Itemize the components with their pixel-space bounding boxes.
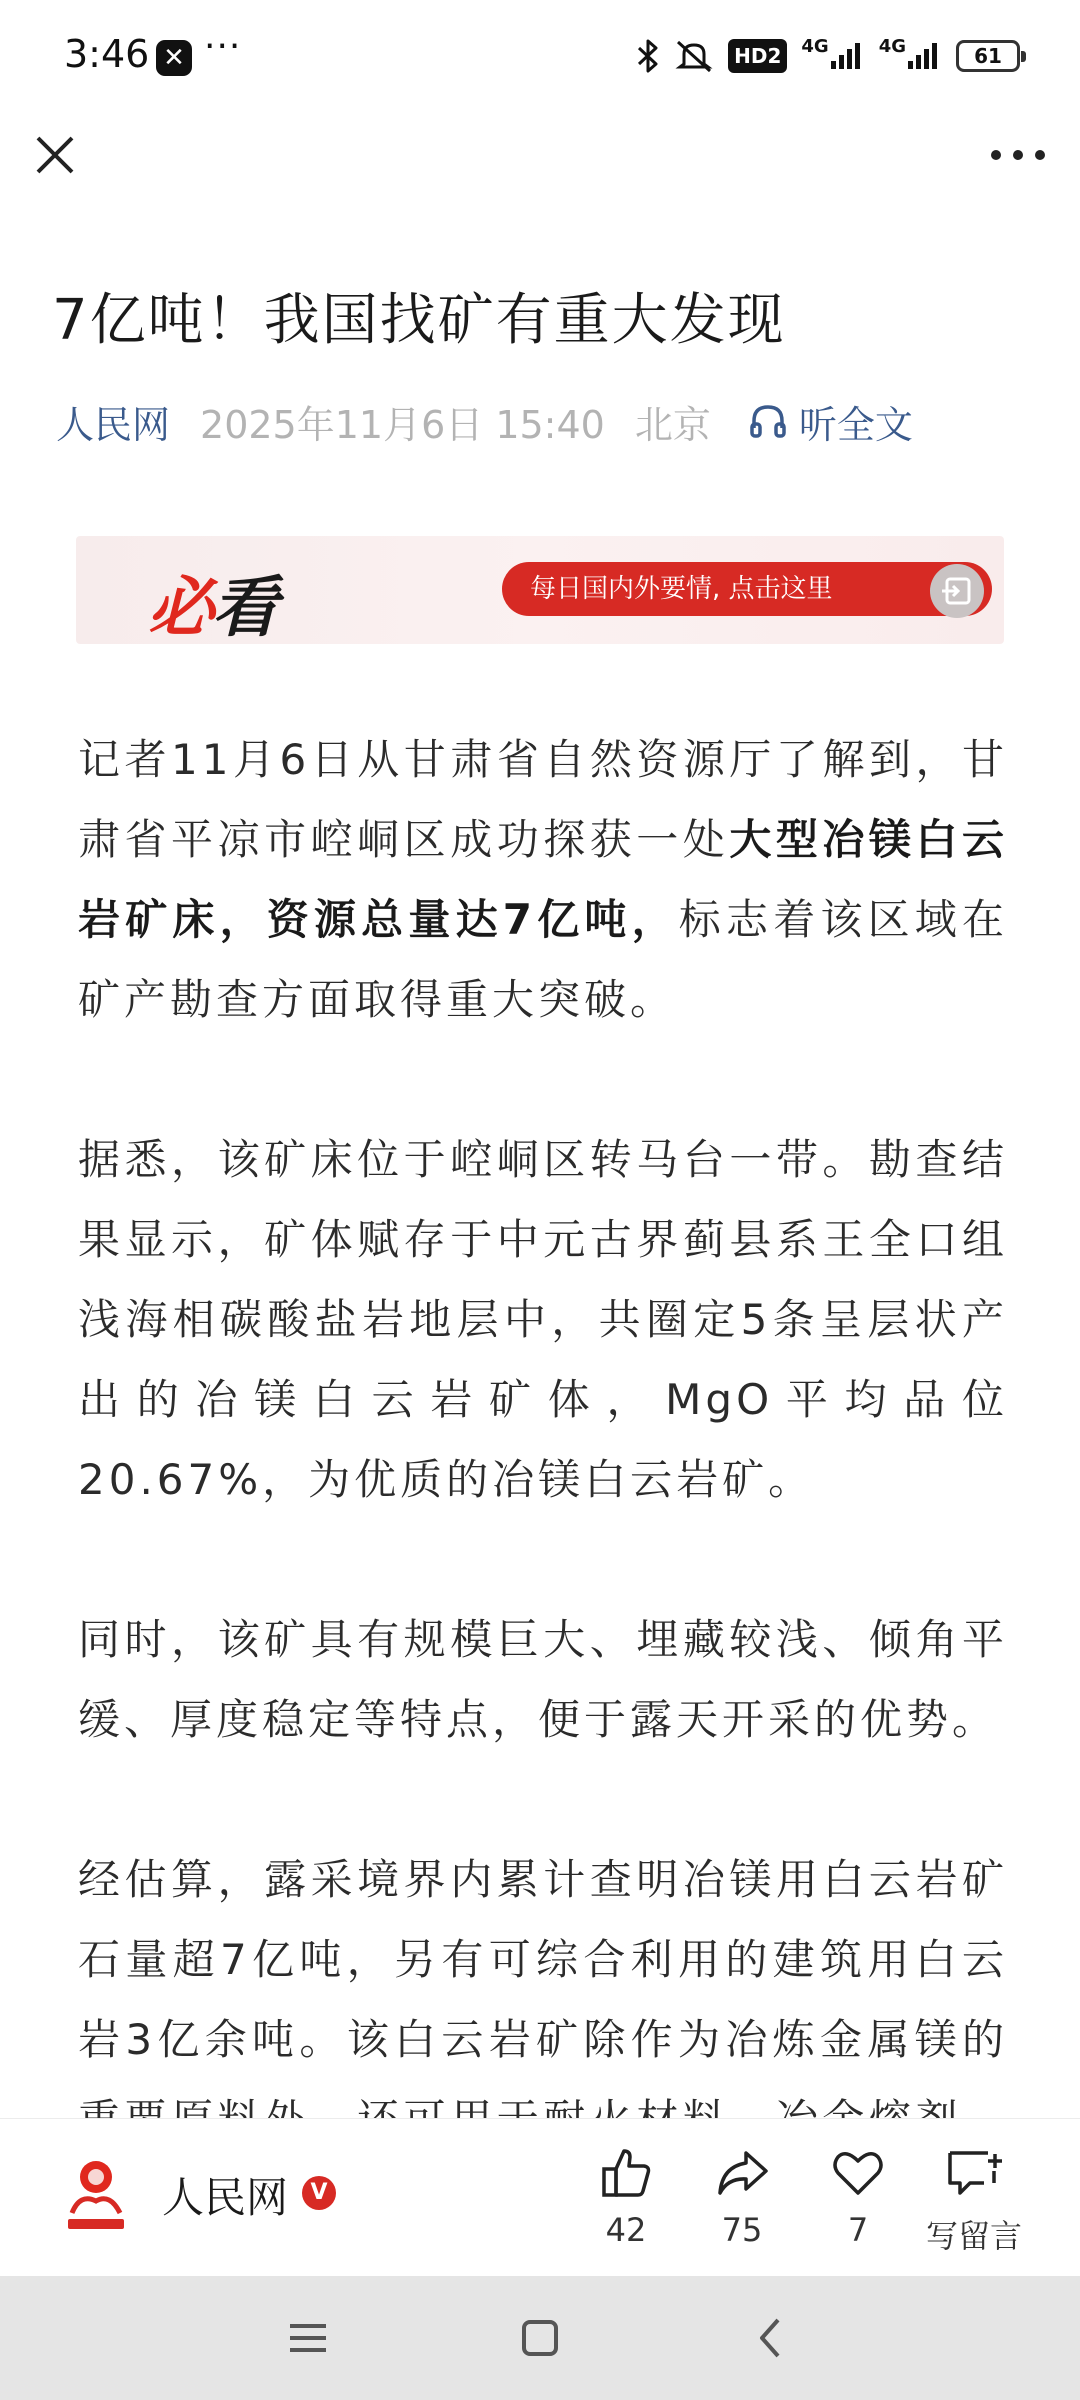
listen-label: 听全文	[798, 402, 913, 447]
x-app-icon: ✕	[156, 40, 192, 76]
write-comment-label: 写留言	[925, 2217, 1022, 2255]
status-icons	[636, 36, 1020, 76]
headphones-icon	[749, 402, 787, 440]
paragraph-4: 经估算，露采境界内累计查明冶镁用白云岩矿石量超7亿吨，另有可综合利用的建筑用白云岩3亿余吨。该白云岩矿除作为冶炼金属镁的	[78, 1855, 1008, 2064]
share-count: 75	[721, 2211, 763, 2249]
like-button[interactable]	[576, 2145, 676, 2249]
exit-icon	[930, 564, 984, 618]
thumbs-up-icon	[598, 2145, 654, 2201]
article-title: 7亿吨！我国找矿有重大发现	[52, 288, 786, 353]
signal-1-icon: 4G	[801, 37, 864, 75]
home-button[interactable]	[512, 2314, 568, 2362]
publisher-name[interactable]: 人民网	[162, 2173, 289, 2222]
top-bar	[0, 110, 1080, 200]
article-body	[78, 720, 1008, 2320]
article-meta	[56, 394, 913, 448]
paragraph-2: 据悉，该矿床位于崆峒区转马台一带。勘查结果显示，矿体赋存于中元古界蓟县系王全口组浅海相碳酸盐岩地层中，共圈定5条呈层状产出的冶镁白云岩矿体，MgO平均品位20.67%，为优质的冶镁白云岩矿。	[78, 1135, 1008, 1504]
banner-cta-label: 每日国内外要情, 点击这里	[530, 574, 833, 604]
status-time: 3:46	[64, 32, 150, 76]
heart-icon	[830, 2145, 886, 2201]
back-chevron-icon	[744, 2314, 800, 2362]
source-link[interactable]: 人民网	[56, 402, 171, 447]
bottom-action-bar	[0, 2118, 1080, 2276]
verified-badge: V	[302, 2176, 336, 2210]
publisher-logo[interactable]	[60, 2157, 132, 2237]
close-icon	[30, 130, 80, 180]
status-bar	[0, 0, 1080, 110]
signal-2-icon: 4G	[879, 37, 942, 75]
listen-button[interactable]	[749, 394, 913, 449]
banner-exit-button[interactable]	[930, 564, 984, 618]
must-read-banner[interactable]	[76, 536, 1004, 644]
comment-add-icon	[944, 2145, 1004, 2201]
like-count: 42	[605, 2211, 647, 2249]
home-square-icon	[512, 2314, 568, 2362]
paragraph-1: 记者11月6日从甘肃省自然资源厅了解到，甘肃省平凉市崆峒区成功探获一处大型冶镁白云岩矿床，资源总量达7亿吨，标志着该区域在矿产勘查方面取得重大突破。	[78, 735, 1008, 1024]
close-button[interactable]	[30, 130, 80, 180]
more-options-button[interactable]	[986, 130, 1050, 180]
more-notifications-icon: ···	[204, 26, 242, 67]
favorite-button[interactable]	[808, 2145, 908, 2249]
back-button[interactable]	[744, 2314, 800, 2362]
highlight-text: 大型冶镁白云岩矿床，资源总量达7亿吨，	[78, 815, 1008, 944]
bluetooth-icon	[636, 37, 660, 75]
favorite-count: 7	[847, 2211, 869, 2249]
must-read-logo: 必看	[148, 568, 276, 644]
share-button[interactable]	[692, 2145, 792, 2249]
menu-icon	[280, 2314, 336, 2362]
publish-datetime: 2025年11月6日 15:40	[200, 402, 605, 447]
mute-icon	[674, 37, 714, 75]
write-comment-button[interactable]	[914, 2145, 1034, 2257]
hd-icon: HD2	[728, 37, 787, 75]
battery-icon: 61	[956, 40, 1020, 72]
more-dots-icon	[986, 130, 1050, 180]
banner-cta-button[interactable]	[502, 562, 992, 616]
publish-location: 北京	[634, 402, 711, 447]
share-icon	[714, 2145, 770, 2201]
paragraph-3: 同时，该矿具有规模巨大、埋藏较浅、倾角平缓、厚度稳定等特点，便于露天开采的优势。	[78, 1615, 1008, 1744]
recent-apps-button[interactable]	[280, 2314, 336, 2362]
system-nav-bar	[0, 2276, 1080, 2400]
